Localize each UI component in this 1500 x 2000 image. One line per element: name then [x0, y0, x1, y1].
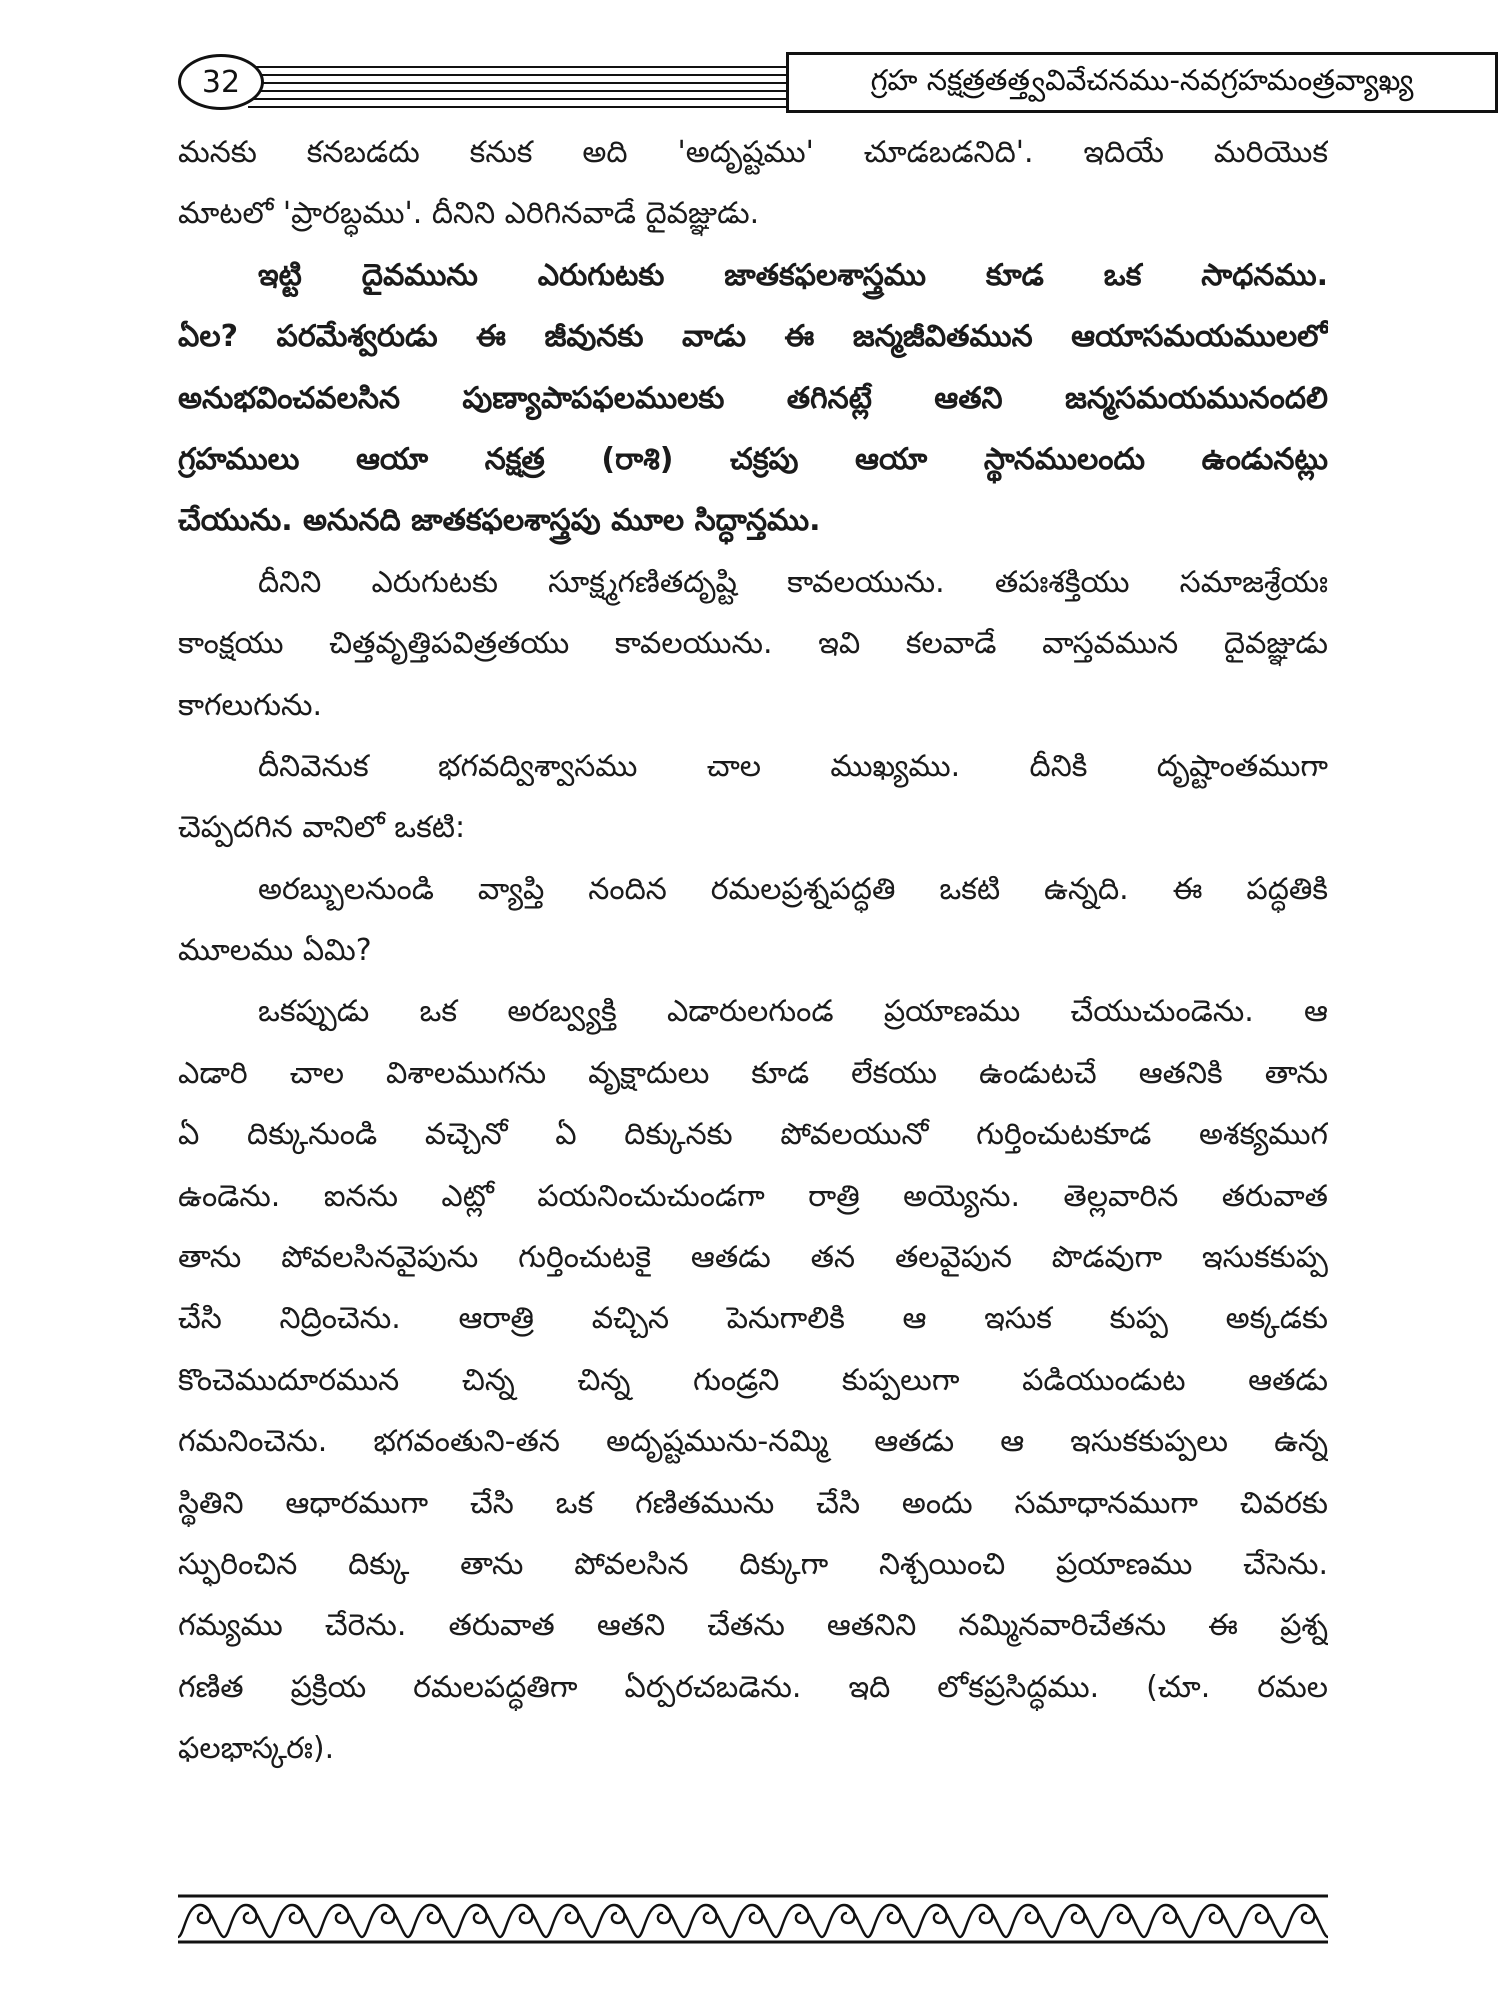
- ornament-wave: [1006, 1905, 1052, 1937]
- text-line: ఇట్టి దైవమును ఎరుగుటకు జాతకఫలశాస్త్రము కూడ ఒక సాధనము.: [258, 257, 1328, 293]
- ornament-wave: [1098, 1905, 1144, 1937]
- ornament-wave: [822, 1905, 868, 1937]
- text-line: ఉండెను. ఐనను ఎట్లో పయనించుచుండగా రాత్రి అయ్యెను. తెల్లవారిన తరువాత: [178, 1178, 1328, 1214]
- body-text: [178, 122, 1328, 1780]
- running-title: గ్రహ నక్షత్రతత్త్వవివేచనము-నవగ్రహమంత్రవ్యాఖ్య: [786, 52, 1498, 112]
- text-line: దీనివెనుక భగవద్విశ్వాసము చాల ముఖ్యము. దీనికి దృష్టాంతముగా: [258, 748, 1328, 784]
- page-number: 32: [178, 54, 264, 110]
- ornament-wave: [1236, 1905, 1282, 1937]
- ornament-wave: [408, 1905, 454, 1937]
- ornament-wave: [776, 1905, 822, 1937]
- text-line: గమ్యము చేరెను. తరువాత ఆతని చేతను ఆతనిని నమ్మినవారిచేతను ఈ ప్రశ్న: [178, 1608, 1328, 1644]
- ornament-wave: [500, 1905, 546, 1937]
- page-header: [178, 48, 1414, 120]
- ornament-wave: [1190, 1905, 1236, 1937]
- text-line: స్ఫురించిన దిక్కు తాను పోవలసిన దిక్కుగా నిశ్చయించి ప్రయాణము చేసెను.: [178, 1546, 1328, 1582]
- ornament-wave: [868, 1905, 914, 1937]
- ornament-wave: [914, 1905, 960, 1937]
- text-line: గ్రహములు ఆయా నక్షత్ర (రాశి) చక్రపు ఆయా స్థానములందు ఉండునట్లు: [178, 441, 1328, 477]
- text-line: కాంక్షయు చిత్తవృత్తిపవిత్రతయు కావలయును. ఇవి కలవాడే వాస్తవమున దైవజ్ఞుడు: [178, 626, 1328, 662]
- ornament-wave: [1052, 1905, 1098, 1937]
- text-line: తాను పోవలసినవైపును గుర్తించుటకై ఆతడు తన తలవైపున పొడవుగా ఇసుకకుప్ప: [178, 1240, 1328, 1276]
- text-line: మాటలో 'ప్రారబ్ధము'. దీనిని ఎరిగినవాడే దైవజ్ఞుడు.: [178, 196, 760, 232]
- ornament-wave: [684, 1905, 730, 1937]
- text-line: మూలము ఏమి?: [178, 933, 372, 969]
- text-line: అరబ్బులనుండి వ్యాప్తి నందిన రమలప్రశ్నపద్ధతి ఒకటి ఉన్నది. ఈ పద్ధతికి: [258, 871, 1328, 907]
- text-line: అనుభవించవలసిన పుణ్యాపాపఫలములకు తగినట్లే ఆతని జన్మసమయమునందలి: [178, 380, 1328, 416]
- ornament-wave: [178, 1905, 224, 1937]
- text-line: దీనిని ఎరుగుటకు సూక్ష్మగణితదృష్టి కావలయును. తపఃశక్తియు సమాజశ్రేయః: [258, 564, 1328, 600]
- text-line: ఏల? పరమేశ్వరుడు ఈ జీవునకు వాడు ఈ జన్మజీవితమున ఆయాసమయములలో: [178, 319, 1328, 355]
- text-line: కాగలుగును.: [178, 687, 322, 723]
- ornament-wave: [592, 1905, 638, 1937]
- text-line: ఫలభాస్కరః).: [178, 1731, 335, 1767]
- header-rule-lines: [248, 60, 788, 108]
- ornament-wave: [638, 1905, 684, 1937]
- text-line: మనకు కనబడదు కనుక అది 'అదృష్టము' చూడబడనిది'. ఇదియే మరియొక: [178, 135, 1328, 170]
- text-line: స్థితిని ఆధారముగా చేసి ఒక గణితమును చేసి అందు సమాధానముగా చివరకు: [178, 1485, 1328, 1521]
- ornament-wave: [362, 1905, 408, 1937]
- ornament-wave: [960, 1905, 1006, 1937]
- ornament-wave: [316, 1905, 362, 1937]
- text-line: ఒకప్పుడు ఒక అరబ్వ్యక్తి ఎడారులగుండ ప్రయాణము చేయుచుండెను. ఆ: [258, 994, 1328, 1030]
- footer-ornament: [178, 1893, 1328, 1945]
- ornament-wave: [730, 1905, 776, 1937]
- ornament-wave: [270, 1905, 316, 1937]
- text-line: ఏ దిక్కునుండి వచ్చెనో ఏ దిక్కునకు పోవలయునో గుర్తించుటకూడ అశక్యముగ: [178, 1117, 1328, 1153]
- ornament-wave: [546, 1905, 592, 1937]
- ornament-wave: [224, 1905, 270, 1937]
- text-line: గమనించెను. భగవంతుని-తన అదృష్టమును-నమ్మి ఆతడు ఆ ఇసుకకుప్పలు ఉన్న: [178, 1424, 1328, 1460]
- text-line: చెప్పదగిన వానిలో ఒకటి:: [178, 810, 466, 846]
- ornament-wave: [454, 1905, 500, 1937]
- text-line: ఎడారి చాల విశాలముగను వృక్షాదులు కూడ లేకయు ఉండుటచే ఆతనికి తాను: [178, 1055, 1328, 1091]
- title-underline: [786, 110, 1498, 113]
- ornament-wave: [1282, 1905, 1328, 1937]
- text-line: కొంచెముదూరమున చిన్న చిన్న గుండ్రని కుప్పలుగా పడియుండుట ఆతడు: [178, 1362, 1328, 1398]
- ornament-wave: [1144, 1905, 1190, 1937]
- text-line: గణిత ప్రక్రియ రమలపద్ధతిగా ఏర్పరచబడెను. ఇది లోకప్రసిద్ధము. (చూ. రమల: [178, 1669, 1328, 1705]
- text-line: చేసి నిద్రించెను. ఆరాత్రి వచ్చిన పెనుగాలికి ఆ ఇసుక కుప్ప అక్కడకు: [178, 1301, 1328, 1337]
- text-line: చేయును. అనునది జాతకఫలశాస్త్రపు మూల సిద్ధాన్తము.: [178, 503, 821, 539]
